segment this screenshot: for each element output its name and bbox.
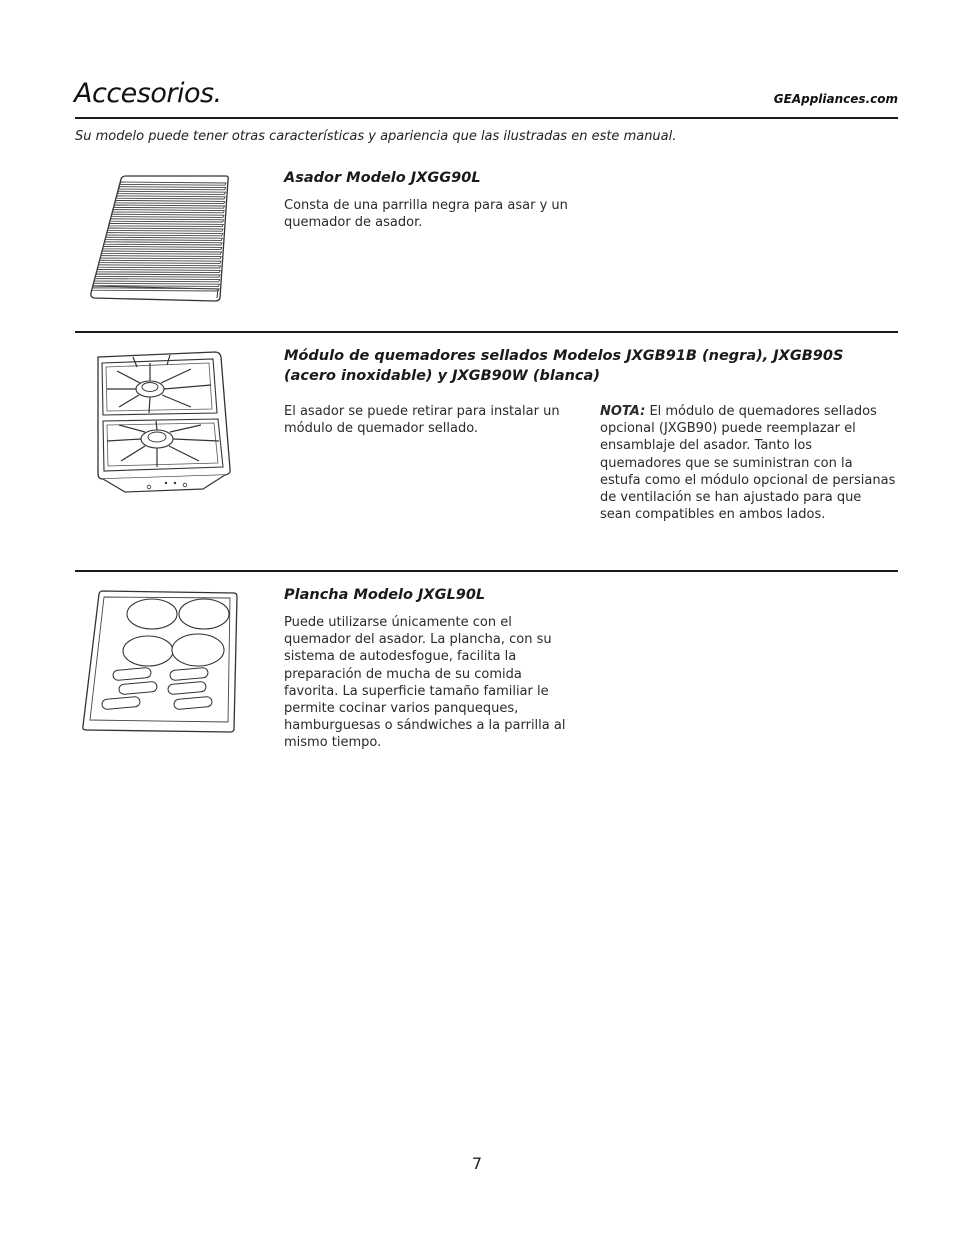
page-number: 7	[471, 1154, 483, 1173]
website-url: GEAppliances.com	[773, 92, 898, 106]
griddle-illustration	[82, 589, 238, 735]
section-text-burner-module: El asador se puede retirar para instalar un módulo de quemador sellado.	[284, 404, 560, 437]
grill-grate-illustration	[88, 172, 233, 304]
section-heading-grill: Asador Modelo JXGG90L	[284, 170, 481, 186]
section-text-grill: Consta de una parrilla negra para asar y un quemador de asador.	[284, 198, 568, 231]
intro-text: Su modelo puede tener otras características y apariencia que las ilustradas en este manual.	[75, 129, 677, 144]
sealed-burner-module-illustration	[95, 349, 232, 494]
note-label: NOTA:	[600, 404, 646, 419]
section-divider	[75, 331, 898, 333]
note-text: El módulo de quemadores sellados opcional (JXGB90) puede reemplazar el ensamblaje del asador. Tanto los quemadores que se suministran con la estufa como el módulo opcional de persianas de ventilación se han ajustado para que sean compatibles en ambos lados.	[600, 404, 896, 523]
section-text-griddle: Puede utilizarse únicamente con el quemador del asador. La plancha, con su sistema de autodesfogue, facilita la preparación de mucha de su comida favorita. La superficie tamaño familiar le permite cocinar varios panqueques, hamburguesas o sándwiches a la parrilla al mismo tiempo.	[284, 615, 566, 751]
section-heading-griddle: Plancha Modelo JXGL90L	[284, 587, 486, 603]
note-block	[600, 403, 896, 523]
section-heading-burner-module: Módulo de quemadores sellados Modelos JXGB91B (negra), JXGB90S (acero inoxidable) y JXGB90W (blanca)	[284, 348, 844, 384]
section-divider	[75, 570, 898, 572]
page-title: Accesorios.	[74, 78, 222, 109]
header-rule	[75, 117, 898, 119]
